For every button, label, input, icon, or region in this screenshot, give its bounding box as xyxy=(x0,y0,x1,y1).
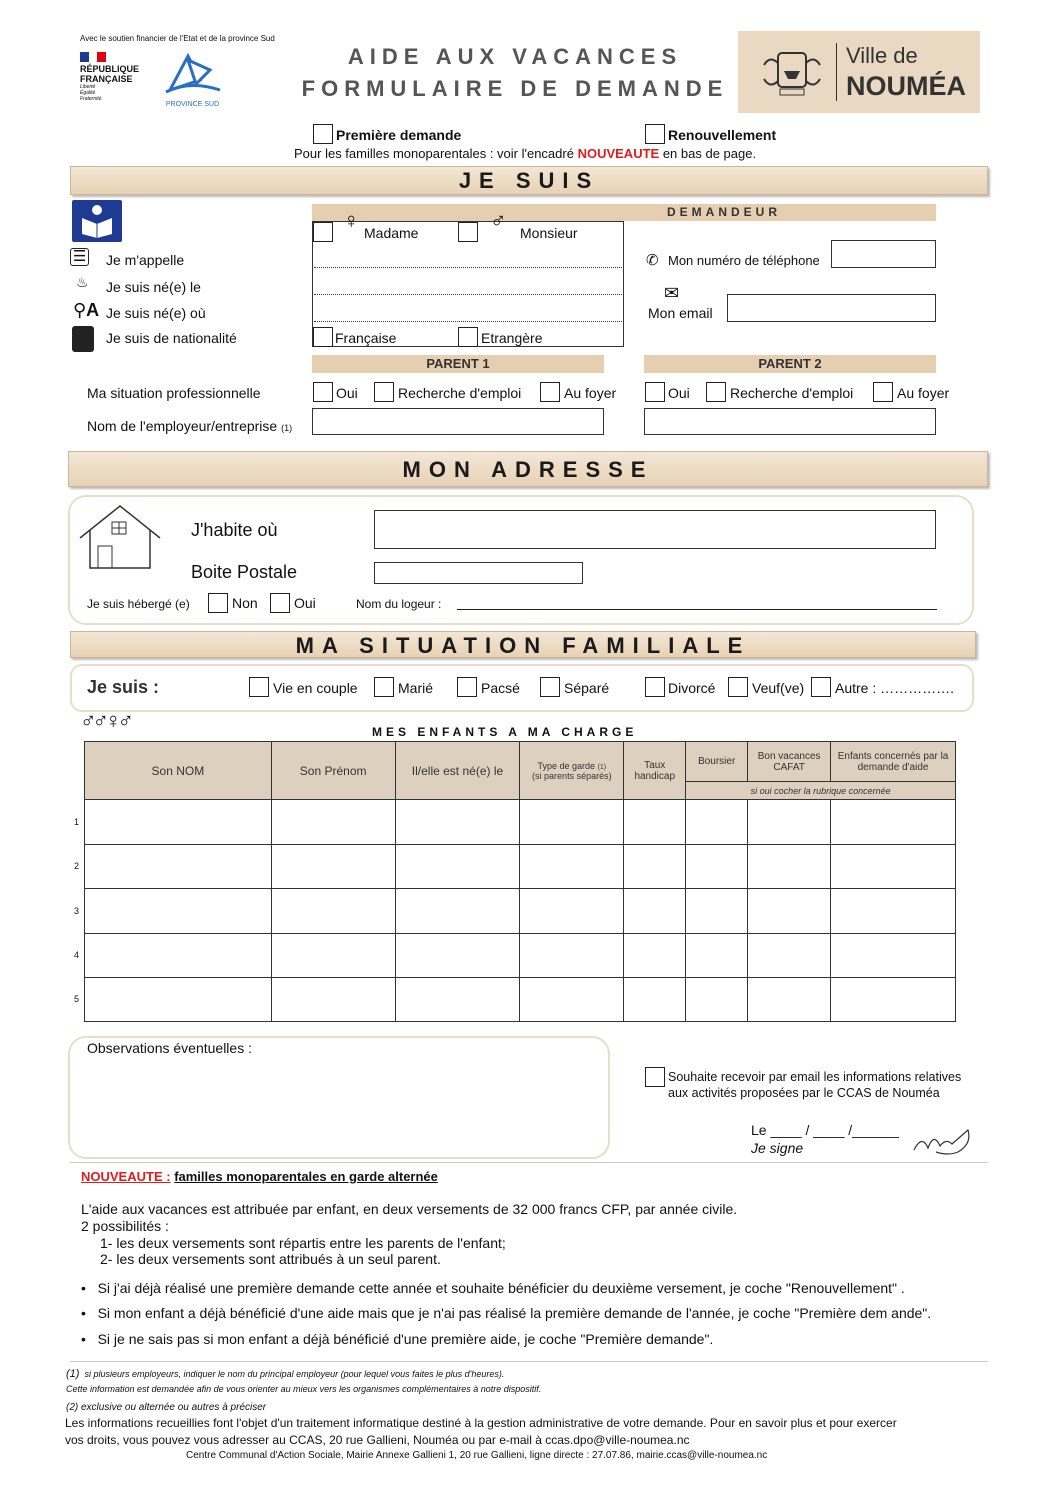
cell[interactable] xyxy=(85,800,272,845)
phone-label: Mon numéro de téléphone xyxy=(668,253,820,268)
col-prenom: Son Prénom xyxy=(271,742,395,800)
madame-checkbox[interactable] xyxy=(313,222,333,242)
nationality-label: Je suis de nationalité xyxy=(106,330,237,346)
table-row xyxy=(85,845,956,889)
po-box-label: Boite Postale xyxy=(191,562,298,582)
form-title-line2: FORMULAIRE DE DEMANDE xyxy=(301,76,729,101)
birth-date-field[interactable] xyxy=(314,268,622,295)
p1-foyer-checkbox[interactable] xyxy=(540,382,560,402)
sign-label: Je signe xyxy=(751,1140,804,1156)
family-icon: ♂♂♀♂ xyxy=(80,708,130,733)
autre-label: Autre : ……………. xyxy=(835,680,955,696)
parent2-header: PARENT 2 xyxy=(644,355,936,373)
ccas-address: Centre Communal d'Action Sociale, Mairie Annexe Gallieni 1, 20 rue Gallieni, ligne directe : 27.07.86, mairie.ccas@ville-noumea.nc xyxy=(186,1450,768,1461)
veuf-checkbox[interactable] xyxy=(728,677,748,697)
pacse-checkbox[interactable] xyxy=(457,677,477,697)
woman-icon: ♀ xyxy=(343,208,360,233)
birth-place-field[interactable] xyxy=(314,295,622,322)
children-title: MES ENFANTS A MA CHARGE xyxy=(372,725,638,739)
province-label: PROVINCE SUD xyxy=(165,101,220,108)
easy-read-icon xyxy=(72,200,122,242)
situation-familiale-header: MA SITUATION FAMILIALE xyxy=(70,631,976,658)
nouveaute-bullet-1: • Si j'ai déjà réalisé une première demande cette année et souhaite bénéficier du deuxième versement, je coche "Renouvellement" . xyxy=(81,1280,905,1296)
nouveaute-p4: 2- les deux versements sont attribués à un seul parent. xyxy=(100,1251,441,1267)
table-row xyxy=(85,889,956,934)
hosted-non-checkbox[interactable] xyxy=(208,593,228,613)
row-number: 1 xyxy=(74,817,80,827)
parent1-header: PARENT 1 xyxy=(312,355,604,373)
p2-oui-checkbox[interactable] xyxy=(645,382,665,402)
demandeur-header: DEMANDEUR xyxy=(312,204,936,221)
first-request-checkbox[interactable] xyxy=(313,124,333,144)
nouveaute-bullet-3: • Si je ne sais pas si mon enfant a déjà bénéficié d'une première aide, je coche "Première demande". xyxy=(81,1331,714,1347)
observations-label: Observations éventuelles : xyxy=(87,1040,252,1056)
po-box-field[interactable] xyxy=(374,562,583,584)
rgpd-line-1: Les informations recueillies font l'objet d'un traitement informatique destiné à la gestion administrative de votre demande. Pour en savoir plus et pour exercer xyxy=(65,1416,897,1430)
nouveaute-title: NOUVEAUTE : familles monoparentales en garde alternée xyxy=(81,1169,438,1184)
form-title-line1: AIDE AUX VACANCES xyxy=(347,44,683,69)
pacse-label: Pacsé xyxy=(481,680,520,696)
col-cafat: Bon vacances CAFAT xyxy=(748,742,831,782)
footnote-1: (1) si plusieurs employeurs, indiquer le nom du principal employeur (pour lequel vous faites le plus d'heures). xyxy=(66,1368,505,1380)
col-nom: Son NOM xyxy=(85,742,272,800)
p2-foyer-label: Au foyer xyxy=(897,385,950,401)
employer-label: Nom de l'employeur/entreprise (1) xyxy=(87,418,293,434)
man-icon: ♂ xyxy=(490,208,507,233)
rf-line2: FRANÇAISE xyxy=(80,74,133,84)
hosted-label: Je suis hébergé (e) xyxy=(87,597,190,611)
email-field[interactable] xyxy=(727,294,936,322)
birth-place-label: Je suis né(e) où xyxy=(106,305,206,321)
p2-recherche-label: Recherche d'emploi xyxy=(730,385,854,401)
single-parent-note: Pour les familles monoparentales : voir l'encadré NOUVEAUTE en bas de page. xyxy=(294,146,757,161)
rf-line1: RÉPUBLIQUE xyxy=(80,64,140,74)
madame-label: Madame xyxy=(364,225,419,241)
hosted-oui-checkbox[interactable] xyxy=(270,593,290,613)
name-label: Je m'appelle xyxy=(106,252,185,268)
p2-oui-label: Oui xyxy=(668,385,690,401)
hosted-oui-label: Oui xyxy=(294,595,316,611)
separe-checkbox[interactable] xyxy=(540,677,560,697)
birth-date-label: Je suis né(e) le xyxy=(106,279,201,295)
divorce-label: Divorcé xyxy=(668,680,716,696)
couple-label: Vie en couple xyxy=(273,680,358,696)
rf-motto: Liberté Égalité Fraternité xyxy=(80,84,102,102)
p1-foyer-label: Au foyer xyxy=(564,385,617,401)
row-number: 3 xyxy=(74,906,80,916)
address-label: J'habite où xyxy=(191,520,278,540)
job-situation-label: Ma situation professionnelle xyxy=(87,385,261,401)
p2-employer-field[interactable] xyxy=(644,408,936,435)
table-row xyxy=(85,800,956,845)
monsieur-checkbox[interactable] xyxy=(458,222,478,242)
table-row xyxy=(85,934,956,978)
col-garde: Type de garde (1) (si parents séparés) xyxy=(520,742,624,800)
email-optin-label: Souhaite recevoir par email les informations relatives aux activités proposées par le CCAS de Nouméa xyxy=(668,1070,962,1100)
mon-adresse-header: MON ADRESSE xyxy=(68,451,988,487)
je-suis-family-label: Je suis : xyxy=(87,677,160,697)
marie-checkbox[interactable] xyxy=(374,677,394,697)
footnote-2: (2) exclusive ou alternée ou autres à préciser xyxy=(66,1402,267,1413)
p1-employer-field[interactable] xyxy=(312,408,604,435)
house-icon xyxy=(78,504,162,570)
noumea-text: NOUMÉA xyxy=(846,71,966,101)
row-number: 5 xyxy=(74,994,80,1004)
autre-checkbox[interactable] xyxy=(811,677,831,697)
table-row xyxy=(85,978,956,1022)
children-table xyxy=(84,741,956,1022)
nouveaute-p2: 2 possibilités : xyxy=(81,1218,169,1234)
nouveaute-p1: L'aide aux vacances est attribuée par enfant, en deux versements de 32 000 francs CFP, par année civile. xyxy=(81,1201,738,1217)
nouveaute-bullet-2: • Si mon enfant a déjà bénéficié d'une aide mais que je n'ai pas réalisé la première demande de l'année, je coche "Première dem ande". xyxy=(81,1305,932,1321)
signature-icon xyxy=(912,1124,974,1158)
passport-icon xyxy=(72,326,94,352)
republique-francaise-logo xyxy=(80,52,155,110)
ville-noumea-logo xyxy=(738,31,980,113)
p2-foyer-checkbox[interactable] xyxy=(873,382,893,402)
phone-field[interactable] xyxy=(831,240,936,268)
footnote-1b: Cette information est demandée afin de vous orienter au mieux vers les organismes complémentaires à notre dispositif. xyxy=(66,1384,542,1394)
p1-oui-checkbox[interactable] xyxy=(313,382,333,402)
veuf-label: Veuf(ve) xyxy=(752,680,805,696)
nouveaute-p3: 1- les deux versements sont répartis entre les parents de l'enfant; xyxy=(100,1235,506,1251)
row-number: 4 xyxy=(74,950,80,960)
location-pin-icon: ⚲A xyxy=(73,300,100,320)
date-line: Le ____ / ____ /______ xyxy=(751,1122,899,1138)
couple-checkbox[interactable] xyxy=(249,677,269,697)
support-text: Avec le soutien financier de l'Etat et de la province Sud xyxy=(80,34,275,43)
etrangere-label: Etrangère xyxy=(481,330,543,346)
col-note: si oui cocher la rubrique concernée xyxy=(686,782,956,800)
divorce-checkbox[interactable] xyxy=(645,677,665,697)
col-ne: Il/elle est né(e) le xyxy=(395,742,520,800)
email-label: Mon email xyxy=(648,305,713,321)
ville-de-text: Ville de xyxy=(846,43,918,68)
first-request-label: Première demande xyxy=(336,127,462,143)
francaise-label: Française xyxy=(335,330,397,346)
name-field[interactable] xyxy=(314,242,622,268)
renewal-label: Renouvellement xyxy=(668,127,777,143)
coat-of-arms-icon xyxy=(760,45,824,99)
etrangere-checkbox[interactable] xyxy=(458,327,478,347)
je-suis-header: JE SUIS xyxy=(70,166,988,195)
p2-recherche-checkbox[interactable] xyxy=(706,382,726,402)
rgpd-line-2: vos droits, vous pouvez vous adresser au CCAS, 20 rue Gallieni, Nouméa ou par e-mail à ccas.dpo@ville-noumea.nc xyxy=(65,1433,690,1447)
monsieur-label: Monsieur xyxy=(520,225,578,241)
p1-recherche-checkbox[interactable] xyxy=(374,382,394,402)
p1-oui-label: Oui xyxy=(336,385,358,401)
address-field[interactable] xyxy=(374,510,936,549)
id-card-icon: ☰ xyxy=(70,248,89,266)
host-name-label: Nom du logeur : xyxy=(356,597,442,611)
email-icon: ✉ xyxy=(664,283,680,303)
hosted-non-label: Non xyxy=(232,595,258,611)
row-number: 2 xyxy=(74,861,80,871)
separe-label: Séparé xyxy=(564,680,610,696)
phone-icon: ✆ xyxy=(646,252,659,269)
province-sud-logo xyxy=(160,50,225,108)
renewal-checkbox[interactable] xyxy=(645,124,665,144)
marie-label: Marié xyxy=(398,680,434,696)
col-taux: Taux handicap xyxy=(624,742,686,800)
francaise-checkbox[interactable] xyxy=(313,327,333,347)
email-optin-checkbox[interactable] xyxy=(645,1067,665,1087)
col-boursier: Boursier xyxy=(686,742,748,782)
host-name-field[interactable] xyxy=(457,596,937,610)
birthday-cake-icon: ♨ xyxy=(76,274,89,290)
p1-recherche-label: Recherche d'emploi xyxy=(398,385,522,401)
col-concernes: Enfants concernés par la demande d'aide xyxy=(831,742,956,782)
